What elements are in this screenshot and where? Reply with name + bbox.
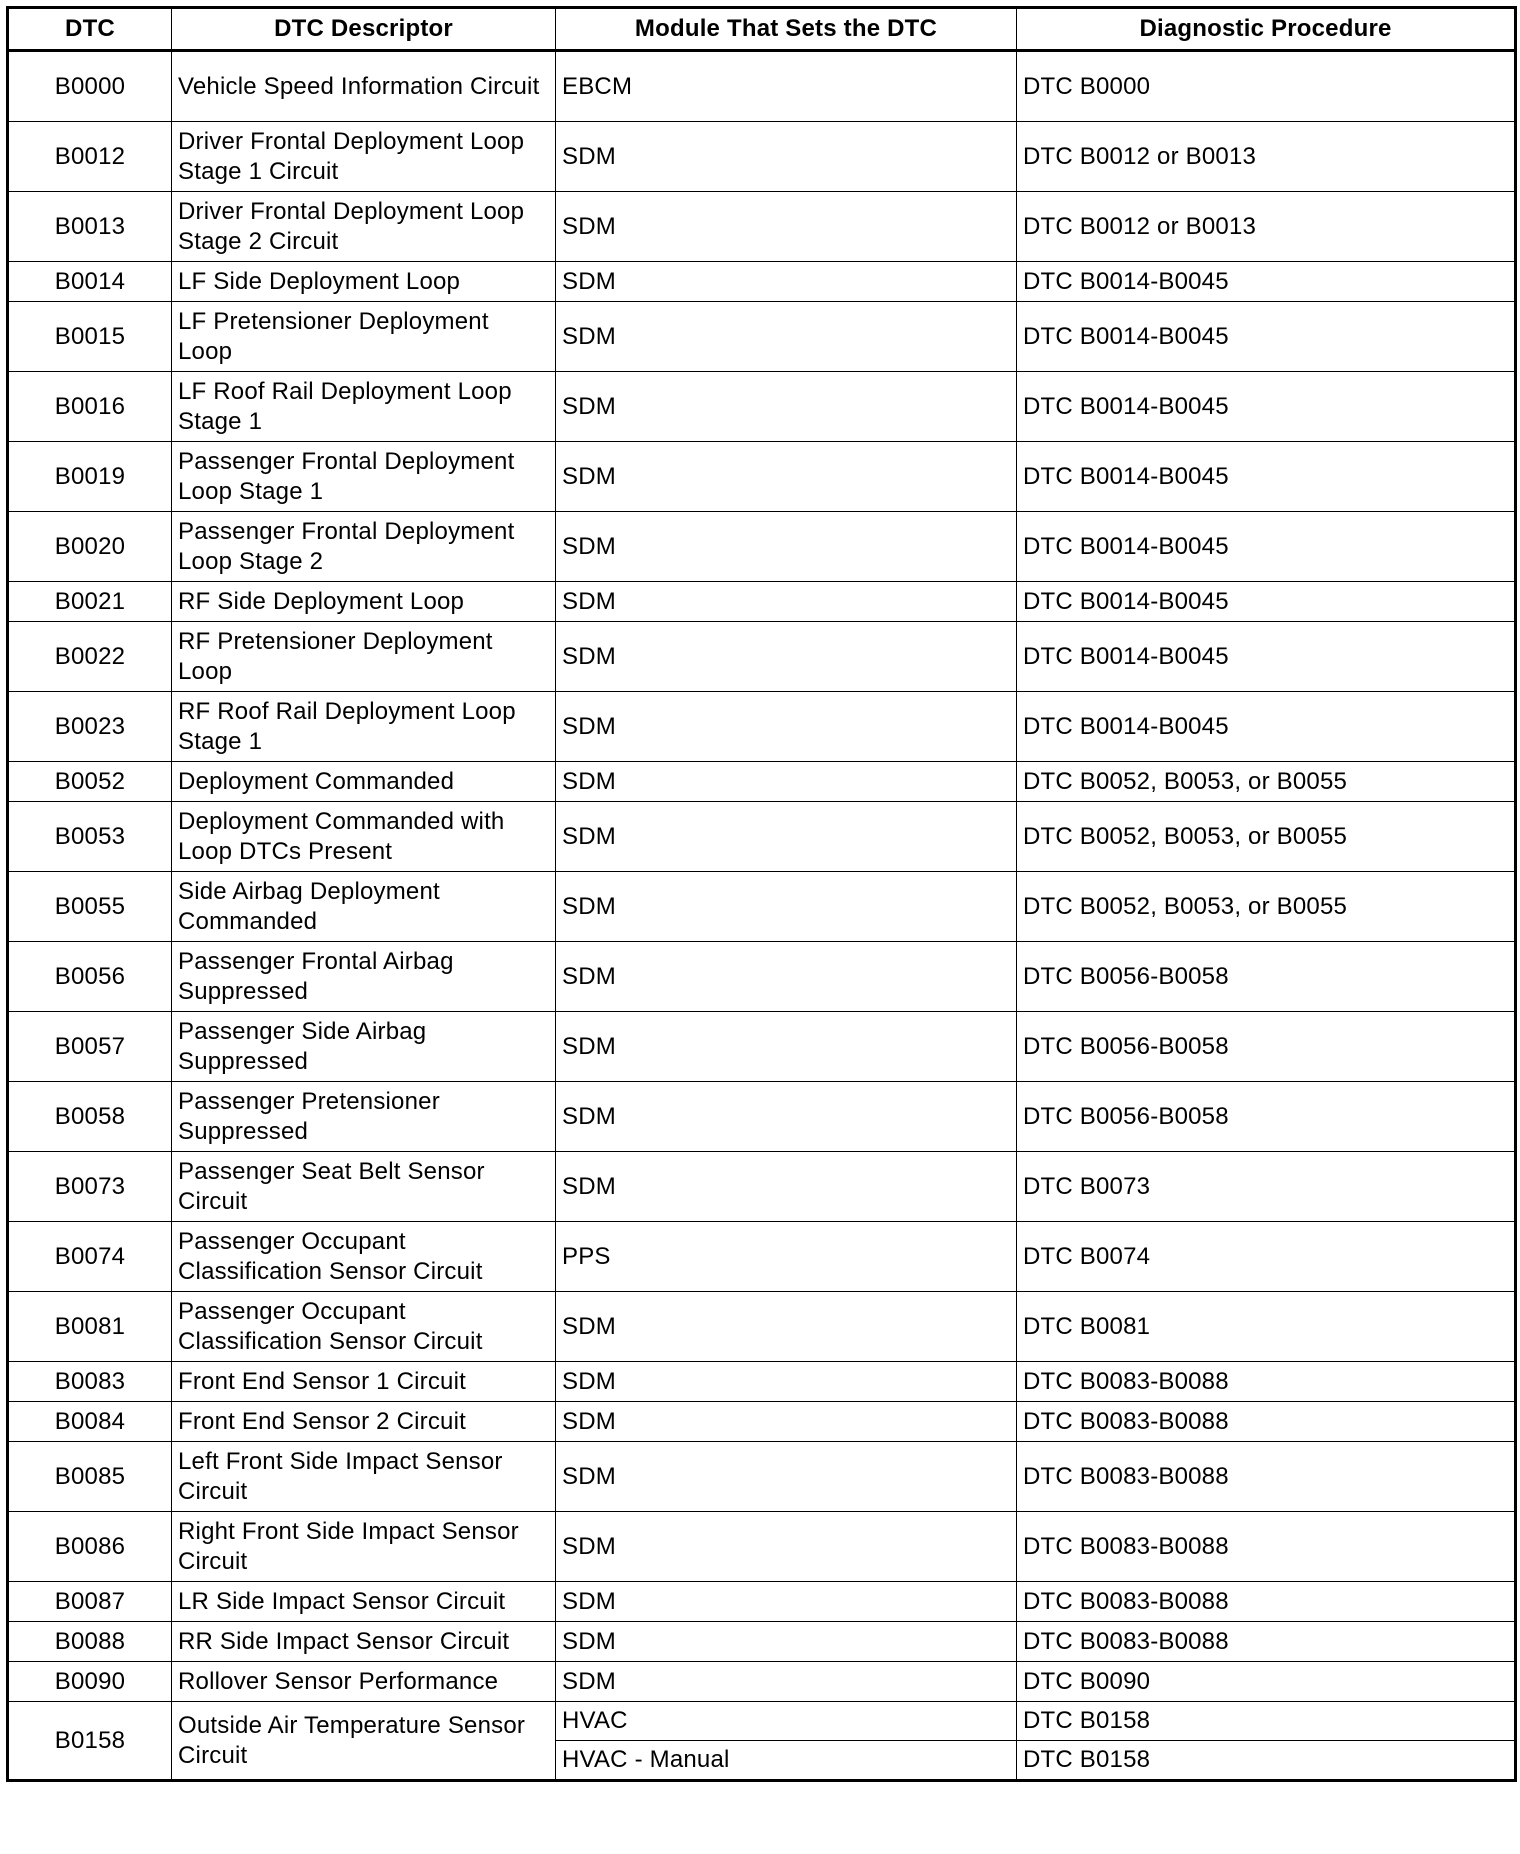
dtc-module: SDM: [556, 302, 1017, 372]
dtc-module: PPS: [556, 1222, 1017, 1292]
dtc-descriptor: Deployment Commanded with Loop DTCs Present: [172, 802, 556, 872]
table-row: [8, 51, 1516, 122]
dtc-descriptor: LF Pretensioner Deployment Loop: [172, 302, 556, 372]
dtc-code: B0058: [8, 1082, 172, 1152]
table-row: [8, 582, 1516, 622]
dtc-procedure: DTC B0014-B0045: [1017, 262, 1516, 302]
table-row: [8, 1512, 1516, 1582]
dtc-procedure: DTC B0081: [1017, 1292, 1516, 1362]
dtc-procedure: DTC B0052, B0053, or B0055: [1017, 802, 1516, 872]
dtc-code: B0081: [8, 1292, 172, 1362]
dtc-code: B0053: [8, 802, 172, 872]
table-row: [8, 372, 1516, 442]
dtc-module: SDM: [556, 1512, 1017, 1582]
dtc-procedure: DTC B0083-B0088: [1017, 1402, 1516, 1442]
table-row: [8, 1292, 1516, 1362]
dtc-module: SDM: [556, 1442, 1017, 1512]
dtc-procedure: DTC B0014-B0045: [1017, 582, 1516, 622]
dtc-descriptor: Passenger Pretensioner Suppressed: [172, 1082, 556, 1152]
dtc-procedure: DTC B0014-B0045: [1017, 512, 1516, 582]
dtc-procedure: DTC B0052, B0053, or B0055: [1017, 762, 1516, 802]
dtc-code: B0057: [8, 1012, 172, 1082]
dtc-descriptor: Passenger Frontal Airbag Suppressed: [172, 942, 556, 1012]
dtc-module: HVAC - Manual: [556, 1741, 1017, 1781]
table-row: [8, 872, 1516, 942]
dtc-procedure: DTC B0083-B0088: [1017, 1362, 1516, 1402]
table-row: [8, 1012, 1516, 1082]
dtc-procedure: DTC B0158: [1017, 1702, 1516, 1741]
dtc-descriptor: LF Roof Rail Deployment Loop Stage 1: [172, 372, 556, 442]
dtc-module: SDM: [556, 802, 1017, 872]
dtc-module: SDM: [556, 1152, 1017, 1222]
dtc-descriptor: RF Pretensioner Deployment Loop: [172, 622, 556, 692]
dtc-code: B0022: [8, 622, 172, 692]
dtc-module: SDM: [556, 442, 1017, 512]
dtc-code: B0087: [8, 1582, 172, 1622]
dtc-descriptor: LR Side Impact Sensor Circuit: [172, 1582, 556, 1622]
dtc-descriptor: Vehicle Speed Information Circuit: [172, 51, 556, 122]
table-row: [8, 1662, 1516, 1702]
dtc-module: SDM: [556, 262, 1017, 302]
dtc-procedure: DTC B0158: [1017, 1741, 1516, 1781]
dtc-module: SDM: [556, 192, 1017, 262]
dtc-procedure: DTC B0000: [1017, 51, 1516, 122]
dtc-module: HVAC: [556, 1702, 1017, 1741]
table-row: [8, 1082, 1516, 1152]
dtc-code: B0090: [8, 1662, 172, 1702]
table-row: [8, 1582, 1516, 1622]
dtc-procedure: DTC B0074: [1017, 1222, 1516, 1292]
dtc-descriptor: Front End Sensor 1 Circuit: [172, 1362, 556, 1402]
header-module: Module That Sets the DTC: [556, 8, 1017, 51]
dtc-procedure: DTC B0014-B0045: [1017, 622, 1516, 692]
header-dtc: DTC: [8, 8, 172, 51]
dtc-module: SDM: [556, 512, 1017, 582]
dtc-module: SDM: [556, 692, 1017, 762]
dtc-code: B0013: [8, 192, 172, 262]
dtc-procedure: DTC B0014-B0045: [1017, 442, 1516, 512]
dtc-module: SDM: [556, 762, 1017, 802]
dtc-descriptor: Passenger Frontal Deployment Loop Stage 1: [172, 442, 556, 512]
dtc-code: B0085: [8, 1442, 172, 1512]
dtc-descriptor: Passenger Occupant Classification Sensor Circuit: [172, 1222, 556, 1292]
dtc-procedure: DTC B0014-B0045: [1017, 372, 1516, 442]
dtc-module: SDM: [556, 1292, 1017, 1362]
dtc-module: SDM: [556, 1622, 1017, 1662]
table-row: [8, 1402, 1516, 1442]
dtc-procedure: DTC B0073: [1017, 1152, 1516, 1222]
dtc-module: SDM: [556, 1082, 1017, 1152]
table-row: [8, 512, 1516, 582]
dtc-procedure: DTC B0056-B0058: [1017, 1012, 1516, 1082]
table-row: [8, 302, 1516, 372]
dtc-descriptor: Front End Sensor 2 Circuit: [172, 1402, 556, 1442]
dtc-module: EBCM: [556, 51, 1017, 122]
dtc-code: B0023: [8, 692, 172, 762]
table-row: [8, 1442, 1516, 1512]
dtc-descriptor: Side Airbag Deployment Commanded: [172, 872, 556, 942]
table-row: [8, 802, 1516, 872]
table-row: [8, 262, 1516, 302]
dtc-descriptor: Passenger Occupant Classification Sensor Circuit: [172, 1292, 556, 1362]
dtc-code: B0074: [8, 1222, 172, 1292]
dtc-module: SDM: [556, 1582, 1017, 1622]
dtc-code: B0015: [8, 302, 172, 372]
dtc-procedure: DTC B0083-B0088: [1017, 1442, 1516, 1512]
dtc-code: B0016: [8, 372, 172, 442]
dtc-code: B0056: [8, 942, 172, 1012]
dtc-descriptor: Driver Frontal Deployment Loop Stage 2 Circuit: [172, 192, 556, 262]
dtc-module: SDM: [556, 622, 1017, 692]
dtc-code: B0086: [8, 1512, 172, 1582]
dtc-module: SDM: [556, 372, 1017, 442]
dtc-module: SDM: [556, 1662, 1017, 1702]
table-row: [8, 1222, 1516, 1292]
table-row: [8, 942, 1516, 1012]
dtc-module: SDM: [556, 872, 1017, 942]
dtc-descriptor: Driver Frontal Deployment Loop Stage 1 Circuit: [172, 122, 556, 192]
dtc-code: B0055: [8, 872, 172, 942]
header-descriptor: DTC Descriptor: [172, 8, 556, 51]
dtc-table: [6, 6, 1517, 1782]
table-body: [8, 51, 1516, 1781]
dtc-code: B0000: [8, 51, 172, 122]
dtc-descriptor: LF Side Deployment Loop: [172, 262, 556, 302]
dtc-code: B0021: [8, 582, 172, 622]
dtc-descriptor: Passenger Frontal Deployment Loop Stage 2: [172, 512, 556, 582]
dtc-descriptor: Left Front Side Impact Sensor Circuit: [172, 1442, 556, 1512]
table-row: [8, 692, 1516, 762]
dtc-descriptor: Rollover Sensor Performance: [172, 1662, 556, 1702]
dtc-module: SDM: [556, 582, 1017, 622]
dtc-module: SDM: [556, 122, 1017, 192]
dtc-procedure: DTC B0014-B0045: [1017, 302, 1516, 372]
dtc-procedure: DTC B0052, B0053, or B0055: [1017, 872, 1516, 942]
dtc-descriptor: RF Roof Rail Deployment Loop Stage 1: [172, 692, 556, 762]
table-row: [8, 1152, 1516, 1222]
dtc-code: B0158: [8, 1702, 172, 1781]
dtc-module: SDM: [556, 942, 1017, 1012]
dtc-descriptor: Deployment Commanded: [172, 762, 556, 802]
table-row: [8, 1362, 1516, 1402]
table-row: [8, 192, 1516, 262]
dtc-code: B0083: [8, 1362, 172, 1402]
dtc-module: SDM: [556, 1362, 1017, 1402]
dtc-procedure: DTC B0083-B0088: [1017, 1582, 1516, 1622]
dtc-code: B0073: [8, 1152, 172, 1222]
table-row: [8, 1702, 1516, 1741]
dtc-procedure: DTC B0014-B0045: [1017, 692, 1516, 762]
dtc-procedure: DTC B0012 or B0013: [1017, 122, 1516, 192]
dtc-procedure: DTC B0056-B0058: [1017, 942, 1516, 1012]
header-procedure: Diagnostic Procedure: [1017, 8, 1516, 51]
dtc-code: B0084: [8, 1402, 172, 1442]
dtc-descriptor: Passenger Seat Belt Sensor Circuit: [172, 1152, 556, 1222]
dtc-procedure: DTC B0012 or B0013: [1017, 192, 1516, 262]
dtc-code: B0052: [8, 762, 172, 802]
dtc-procedure: DTC B0083-B0088: [1017, 1622, 1516, 1662]
dtc-procedure: DTC B0083-B0088: [1017, 1512, 1516, 1582]
dtc-descriptor: Right Front Side Impact Sensor Circuit: [172, 1512, 556, 1582]
table-row: [8, 622, 1516, 692]
dtc-code: B0012: [8, 122, 172, 192]
table-row: [8, 122, 1516, 192]
table-header: [8, 8, 1516, 51]
dtc-code: B0020: [8, 512, 172, 582]
dtc-procedure: DTC B0056-B0058: [1017, 1082, 1516, 1152]
dtc-module: SDM: [556, 1402, 1017, 1442]
dtc-code: B0088: [8, 1622, 172, 1662]
dtc-code: B0014: [8, 262, 172, 302]
table-row: [8, 442, 1516, 512]
dtc-descriptor: RR Side Impact Sensor Circuit: [172, 1622, 556, 1662]
dtc-descriptor: RF Side Deployment Loop: [172, 582, 556, 622]
dtc-descriptor: Passenger Side Airbag Suppressed: [172, 1012, 556, 1082]
table-row: [8, 762, 1516, 802]
dtc-module: SDM: [556, 1012, 1017, 1082]
table-row: [8, 1622, 1516, 1662]
dtc-procedure: DTC B0090: [1017, 1662, 1516, 1702]
dtc-descriptor: Outside Air Temperature Sensor Circuit: [172, 1702, 556, 1781]
dtc-code: B0019: [8, 442, 172, 512]
